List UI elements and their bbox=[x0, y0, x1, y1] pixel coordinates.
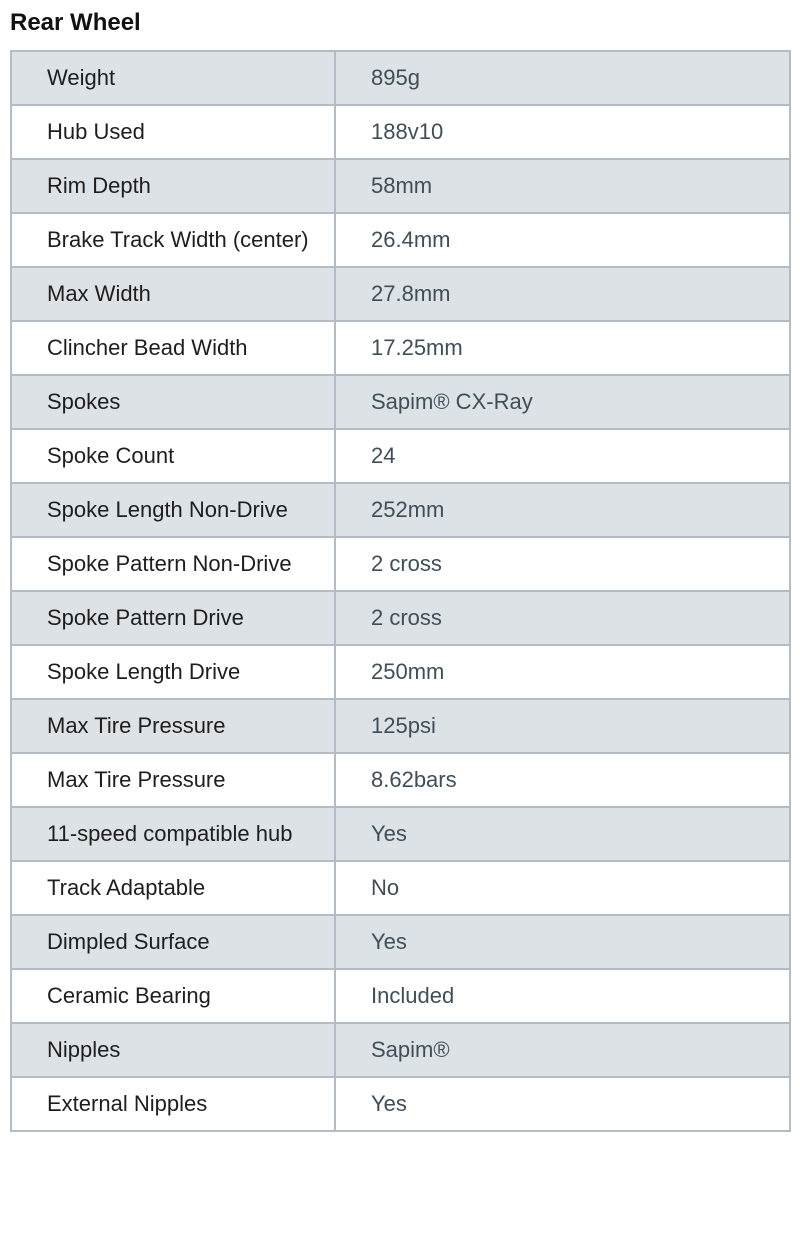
spec-label: Rim Depth bbox=[11, 159, 335, 213]
spec-label: Clincher Bead Width bbox=[11, 321, 335, 375]
table-row bbox=[11, 861, 790, 915]
spec-label: Dimpled Surface bbox=[11, 915, 335, 969]
spec-value: No bbox=[335, 861, 790, 915]
spec-label: Weight bbox=[11, 51, 335, 105]
table-row bbox=[11, 1023, 790, 1077]
spec-value: Yes bbox=[335, 807, 790, 861]
table-row bbox=[11, 1077, 790, 1131]
spec-label: Track Adaptable bbox=[11, 861, 335, 915]
spec-value: Included bbox=[335, 969, 790, 1023]
spec-value: 252mm bbox=[335, 483, 790, 537]
spec-value: 17.25mm bbox=[335, 321, 790, 375]
spec-label: Spokes bbox=[11, 375, 335, 429]
spec-value: 188v10 bbox=[335, 105, 790, 159]
page-title: Rear Wheel bbox=[10, 9, 141, 36]
table-row bbox=[11, 267, 790, 321]
table-row bbox=[11, 375, 790, 429]
table-row bbox=[11, 753, 790, 807]
table-row bbox=[11, 537, 790, 591]
spec-value: 125psi bbox=[335, 699, 790, 753]
table-row bbox=[11, 213, 790, 267]
spec-value: 8.62bars bbox=[335, 753, 790, 807]
spec-value: 26.4mm bbox=[335, 213, 790, 267]
table-row bbox=[11, 591, 790, 645]
spec-label: 11-speed compatible hub bbox=[11, 807, 335, 861]
spec-label: Spoke Pattern Non-Drive bbox=[11, 537, 335, 591]
table-row bbox=[11, 969, 790, 1023]
table-row bbox=[11, 429, 790, 483]
spec-label: Nipples bbox=[11, 1023, 335, 1077]
spec-label: Spoke Pattern Drive bbox=[11, 591, 335, 645]
spec-value: 2 cross bbox=[335, 591, 790, 645]
table-row bbox=[11, 321, 790, 375]
spec-label: Max Width bbox=[11, 267, 335, 321]
table-row bbox=[11, 915, 790, 969]
spec-value: 895g bbox=[335, 51, 790, 105]
table-row bbox=[11, 483, 790, 537]
spec-label: Hub Used bbox=[11, 105, 335, 159]
spec-value: 250mm bbox=[335, 645, 790, 699]
table-row bbox=[11, 105, 790, 159]
spec-label: External Nipples bbox=[11, 1077, 335, 1131]
spec-label: Spoke Length Drive bbox=[11, 645, 335, 699]
spec-value: Sapim® bbox=[335, 1023, 790, 1077]
spec-label: Max Tire Pressure bbox=[11, 753, 335, 807]
spec-label: Max Tire Pressure bbox=[11, 699, 335, 753]
table-row bbox=[11, 159, 790, 213]
spec-label: Brake Track Width (center) bbox=[11, 213, 335, 267]
spec-value: 58mm bbox=[335, 159, 790, 213]
spec-value: 27.8mm bbox=[335, 267, 790, 321]
spec-value: Sapim® CX-Ray bbox=[335, 375, 790, 429]
spec-value: Yes bbox=[335, 915, 790, 969]
spec-label: Spoke Length Non-Drive bbox=[11, 483, 335, 537]
spec-value: Yes bbox=[335, 1077, 790, 1131]
table-row bbox=[11, 807, 790, 861]
spec-value: 2 cross bbox=[335, 537, 790, 591]
table-row bbox=[11, 645, 790, 699]
table-row bbox=[11, 699, 790, 753]
spec-label: Spoke Count bbox=[11, 429, 335, 483]
spec-table bbox=[10, 50, 791, 1132]
table-row bbox=[11, 51, 790, 105]
spec-value: 24 bbox=[335, 429, 790, 483]
spec-label: Ceramic Bearing bbox=[11, 969, 335, 1023]
